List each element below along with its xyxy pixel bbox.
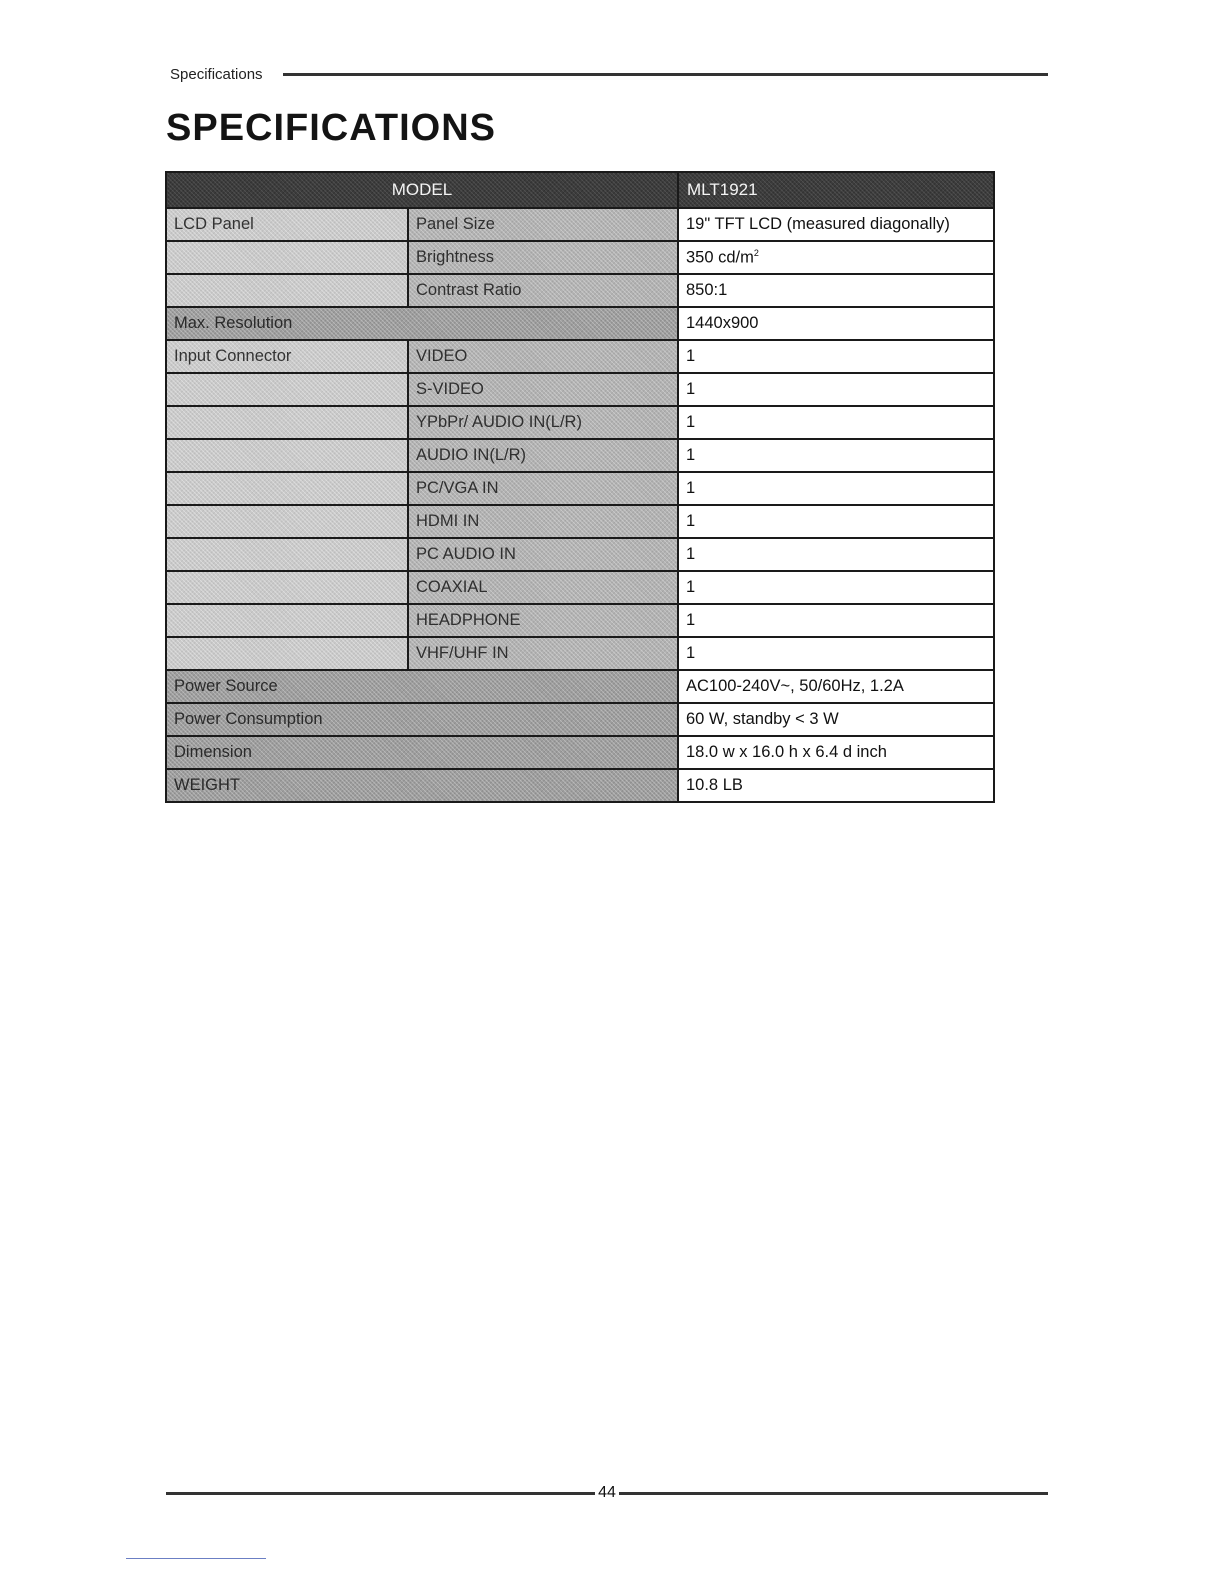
group-label-empty xyxy=(166,571,408,604)
group-label-empty xyxy=(166,505,408,538)
spec-name: VHF/UHF IN xyxy=(408,637,678,670)
group-label-empty xyxy=(166,439,408,472)
spec-value: 19" TFT LCD (measured diagonally) xyxy=(678,208,994,241)
brightness-superscript: 2 xyxy=(753,247,759,258)
table-row xyxy=(166,538,994,571)
group-label-empty xyxy=(166,241,408,274)
running-header xyxy=(170,64,1048,84)
table-row xyxy=(166,208,994,241)
group-label-empty xyxy=(166,373,408,406)
spec-value: AC100-240V~, 50/60Hz, 1.2A xyxy=(678,670,994,703)
spec-value: 1440x900 xyxy=(678,307,994,340)
page-footer xyxy=(166,1482,1048,1504)
group-label-input-connector: Input Connector xyxy=(166,340,408,373)
group-label-lcd-panel: LCD Panel xyxy=(166,208,408,241)
running-header-title: Specifications xyxy=(170,65,263,83)
specifications-table xyxy=(165,171,995,803)
footer-rule-right xyxy=(619,1492,1048,1495)
spec-value: 1 xyxy=(678,637,994,670)
table-row xyxy=(166,274,994,307)
group-label-empty xyxy=(166,637,408,670)
group-label-empty xyxy=(166,538,408,571)
spec-label-power-source: Power Source xyxy=(166,670,678,703)
spec-name: Panel Size xyxy=(408,208,678,241)
spec-value-brightness xyxy=(678,241,994,274)
page-title: SPECIFICATIONS xyxy=(166,107,496,149)
table-row xyxy=(166,736,994,769)
table-row xyxy=(166,703,994,736)
spec-value: 1 xyxy=(678,538,994,571)
spec-name: HDMI IN xyxy=(408,505,678,538)
spec-value: 1 xyxy=(678,571,994,604)
table-row xyxy=(166,505,994,538)
spec-label-weight: WEIGHT xyxy=(166,769,678,802)
group-label-empty xyxy=(166,274,408,307)
scan-artifact-line xyxy=(126,1558,266,1559)
table-row xyxy=(166,406,994,439)
group-label-empty xyxy=(166,406,408,439)
page-number: 44 xyxy=(598,1484,616,1501)
spec-name: YPbPr/ AUDIO IN(L/R) xyxy=(408,406,678,439)
table-row xyxy=(166,241,994,274)
spec-value: 18.0 w x 16.0 h x 6.4 d inch xyxy=(678,736,994,769)
spec-value: 1 xyxy=(678,604,994,637)
spec-label-max-resolution: Max. Resolution xyxy=(166,307,678,340)
spec-value: 1 xyxy=(678,505,994,538)
footer-rule-left xyxy=(166,1492,595,1495)
spec-value: 10.8 LB xyxy=(678,769,994,802)
table-row xyxy=(166,472,994,505)
table-row xyxy=(166,439,994,472)
spec-value: 1 xyxy=(678,406,994,439)
spec-value: 1 xyxy=(678,340,994,373)
table-row xyxy=(166,769,994,802)
spec-label-dimension: Dimension xyxy=(166,736,678,769)
spec-name: AUDIO IN(L/R) xyxy=(408,439,678,472)
spec-value: 1 xyxy=(678,472,994,505)
table-row xyxy=(166,604,994,637)
table-row xyxy=(166,571,994,604)
table-row xyxy=(166,373,994,406)
group-label-empty xyxy=(166,604,408,637)
spec-name: S-VIDEO xyxy=(408,373,678,406)
spec-name: Contrast Ratio xyxy=(408,274,678,307)
brightness-value: 350 cd/m xyxy=(686,248,754,267)
spec-name: PC/VGA IN xyxy=(408,472,678,505)
group-label-empty xyxy=(166,472,408,505)
table-header-row xyxy=(166,172,994,208)
spec-name: COAXIAL xyxy=(408,571,678,604)
model-number-header: MLT1921 xyxy=(678,172,994,208)
header-rule xyxy=(283,73,1048,76)
table-row xyxy=(166,670,994,703)
table-row xyxy=(166,340,994,373)
spec-name: Brightness xyxy=(408,241,678,274)
spec-name: HEADPHONE xyxy=(408,604,678,637)
spec-value: 850:1 xyxy=(678,274,994,307)
spec-name: PC AUDIO IN xyxy=(408,538,678,571)
spec-name: VIDEO xyxy=(408,340,678,373)
model-header: MODEL xyxy=(166,172,678,208)
spec-value: 1 xyxy=(678,373,994,406)
spec-label-power-consumption: Power Consumption xyxy=(166,703,678,736)
table-row xyxy=(166,307,994,340)
spec-value: 1 xyxy=(678,439,994,472)
spec-value: 60 W, standby < 3 W xyxy=(678,703,994,736)
table-row xyxy=(166,637,994,670)
